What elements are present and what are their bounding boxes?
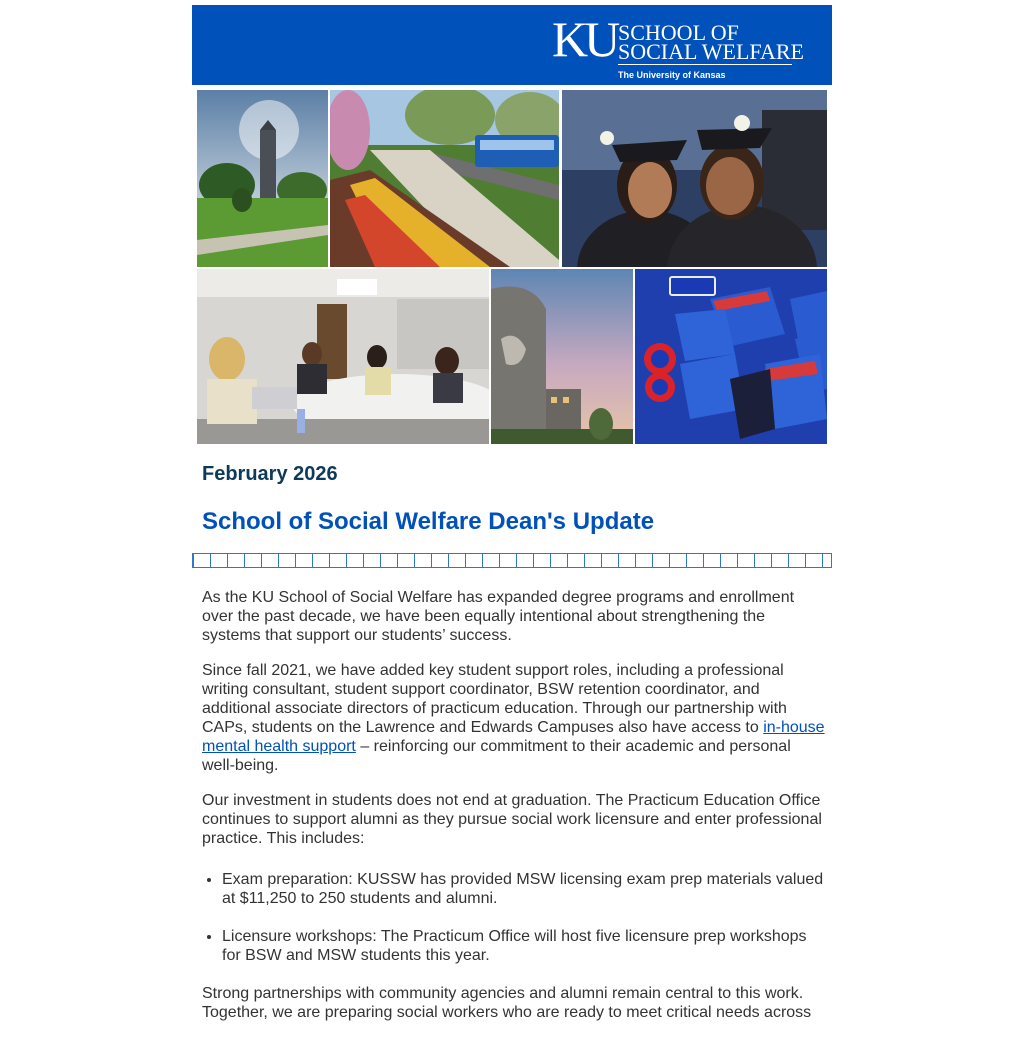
students-table-photo xyxy=(197,269,489,444)
photo-collage xyxy=(197,90,827,444)
campanile-photo xyxy=(197,90,328,267)
merch-photo xyxy=(635,269,827,444)
list-item: • Exam preparation: KUSSW has provided MSW licensing exam prep materials valued at $11,250 to 250 students and alumni. xyxy=(222,870,826,908)
logo-university: The University of Kansas xyxy=(618,70,726,80)
logo-ku: KU xyxy=(552,11,617,67)
paragraph-support-tail: – reinforcing our commitment to their academic and personal well-being. xyxy=(202,738,791,774)
paragraph-alumni: Our investment in students does not end at graduation. The Practicum Education Office continues to support alumni as they pursue social work licensure and enter professional practice. This includes: xyxy=(202,792,822,847)
logo-divider xyxy=(618,64,792,65)
paragraph-support-text: Since fall 2021, we have added key student support roles, including a professional writing consultant, student support coordinator, BSW retention coordinator, and additional associate directors of practicum education. Through our partnership with CAPs, students on the Lawrence and Edwards Campuses also have access to xyxy=(202,662,787,736)
newsletter-email xyxy=(192,5,832,1021)
paragraph-support xyxy=(202,661,826,775)
logo-line2: SOCIAL WELFARE xyxy=(618,39,804,64)
building-photo xyxy=(491,269,633,444)
page-title: School of Social Welfare Dean's Update xyxy=(202,508,655,535)
paragraph-intro: As the KU School of Social Welfare has expanded degree programs and enrollment over the past decade, we have been equally intentional about strengthening the systems that support our students’ success. xyxy=(202,589,795,644)
decorative-divider xyxy=(192,553,832,568)
support-list xyxy=(202,870,826,965)
issue-date: February 2026 xyxy=(202,463,338,485)
tulips-photo xyxy=(330,90,559,267)
header-banner xyxy=(192,5,832,85)
list-item: • Licensure workshops: The Practicum Office will host five licensure prep workshops for BSW and MSW students this year. xyxy=(222,927,826,965)
logo-line1: SCHOOL OF xyxy=(618,20,739,45)
article-body xyxy=(202,588,826,1038)
mental-health-support-link[interactable]: in-house mental health support xyxy=(202,719,825,755)
graduates-photo xyxy=(562,90,827,267)
paragraph-partnerships: Strong partnerships with community agencies and alumni remain central to this work. Together, we are preparing social workers who are ready to meet critical needs across xyxy=(202,985,812,1021)
